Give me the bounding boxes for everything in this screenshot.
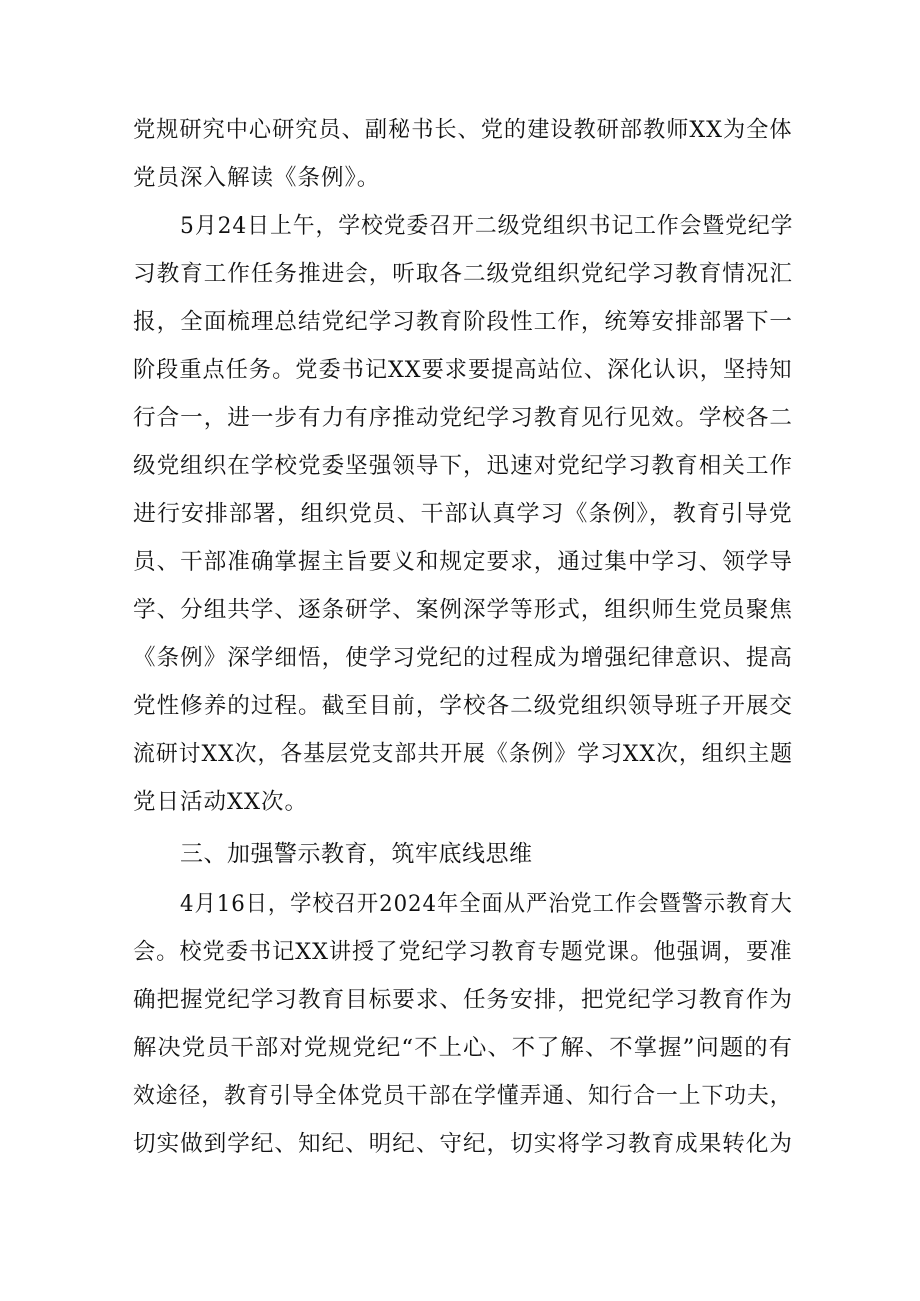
- paragraph-first-line: 5月24日上午，学校党委召开二级党组织书记工作会暨党纪学: [180, 213, 794, 239]
- body-text-line: 党性修养的过程。截至目前，学校各二级党组织领导班子开展交: [133, 693, 793, 719]
- body-text-line: 党日活动XX次。: [133, 789, 309, 815]
- body-text-line: 党规研究中心研究员、副秘书长、党的建设教研部教师XX为全体: [133, 117, 793, 143]
- body-text-line: 习教育工作任务推进会，听取各二级党组织党纪学习教育情况汇: [133, 261, 793, 287]
- body-text-line: 会。校党委书记XX讲授了党纪学习教育专题党课。他强调，要准: [133, 939, 793, 965]
- body-text-line: 《条例》深学细悟，使学习党纪的过程成为增强纪律意识、提高: [133, 645, 793, 671]
- body-text-line: 员、干部准确掌握主旨要义和规定要求，通过集中学习、领学导: [133, 549, 793, 575]
- body-text-line: 流研讨XX次，各基层党支部共开展《条例》学习XX次，组织主题: [133, 741, 794, 767]
- body-text-line: 学、分组共学、逐条研学、案例深学等形式，组织师生党员聚焦: [133, 597, 793, 623]
- body-text-line: 党员深入解读《条例》。: [133, 165, 381, 191]
- body-text-line: 确把握党纪学习教育目标要求、任务安排，把党纪学习教育作为: [133, 987, 793, 1013]
- body-text-line: 阶段重点任务。党委书记XX要求要提高站位、深化认识，坚持知: [133, 357, 793, 383]
- body-text-line: 行合一，进一步有力有序推动党纪学习教育见行见效。学校各二: [133, 405, 793, 431]
- section-heading: 三、加强警示教育，筑牢底线思维: [180, 841, 533, 867]
- body-text-line: 进行安排部署，组织党员、干部认真学习《条例》，教育引导党: [133, 501, 793, 527]
- body-text-line: 效途径，教育引导全体党员干部在学懂弄通、知行合一上下功夫，: [133, 1083, 793, 1109]
- body-text-line: 报，全面梳理总结党纪学习教育阶段性工作，统筹安排部署下一: [133, 309, 793, 335]
- body-text-line: 切实做到学纪、知纪、明纪、守纪，切实将学习教育成果转化为: [133, 1131, 793, 1157]
- body-text-line: 级党组织在学校党委坚强领导下，迅速对党纪学习教育相关工作: [133, 453, 793, 479]
- paragraph-first-line: 4月16日，学校召开2024年全面从严治党工作会暨警示教育大: [180, 891, 793, 917]
- body-text-line: 解决党员干部对党规党纪“不上心、不了解、不掌握”问题的有: [133, 1035, 793, 1061]
